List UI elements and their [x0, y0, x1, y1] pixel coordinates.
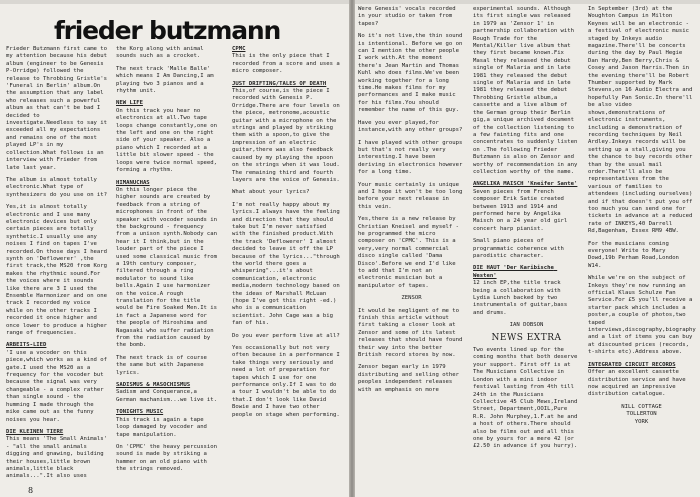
paragraph: It would be negligent of me to finish this article without first taking a closer look at Zensor and some of its latest releases that should have found their way into the better British record stores by now.	[358, 307, 466, 359]
paragraph: In September (3rd) at the Woughton Campus in Milton Keynes will be an electronic - a festival of electronic music staged by Inkeys audio magazine.There'll be concerts during the day by Paul Hegie Dan Hardy,Ben Berry,Chris & Cosey and Jason Harris.Then in the evening there'll be Robert Thumber supported by Mark Stevens,on 16 Audio Electra and hopefully Pan Sonic.In there'll be also video shows,demonstrations of electronic instruments, including a demonstration of recording techniques by Neil Ardley.Inkeys records will be setting up a stall,giving you the chance to buy records other than by the usual mail order.There'll also be representatives from the various of families to attendees (including ourselves) and if that doesn't put you off too much you can send one for tickets in advance at a reduced rate of INKEYS,40 Darrell Rd,Bagenham, Essex RM9 4BW.	[588, 6, 696, 235]
left-column-2	[116, 46, 220, 491]
left-column-1	[6, 46, 110, 491]
paragraph: Do you ever perform live at all?	[232, 332, 340, 339]
paragraph: Have you ever played,for instance,with any other groups?	[358, 119, 463, 134]
section-heading: NEW LIFE	[116, 100, 143, 107]
right-page	[355, 4, 700, 497]
paragraph: The next track 'Malle Balle' which means I Am Dancing,I am playing two 3 pianos and a rhythm unit.	[116, 65, 218, 95]
paragraph: Seven pieces from French composer Erik Satie created between 1913 and 1914 and performed here by Angelika Maisch on a 24 year old girl concert harp pianist.	[473, 188, 571, 232]
paragraph: Yes,it is almost totally electronic and I use many electronic devices but only certain pieces are totally synthetic.I usually use any noises I find on tapes I've recorded.On those days I heard synth on 'Deflowerer' ,the first track,the MS20 from Korg makes the rhythmic sound.For the voices where it sounds like there are 3 I used the Ensemble Harmonizer and on one track I recorded my voice while on the other tracks I recorded it once higher and once lower to produce a higher range of frequencies.	[6, 204, 111, 337]
paragraph: the Korg along with animal sounds such as a crocket.	[116, 46, 207, 60]
paragraph: On this track you hear no electronics at all.Two tape loops change constantly,one on the left and one on the right side of your speaker. Also a piano which I recorded at a little bit slower speed - the loops were twice normal speed, forming a rhythm.	[116, 107, 221, 174]
paragraph: On this longer piece the higher sounds are created by feedback from a string of microphones in front of the speaker with vocoder sounds in the background - frequency from a unison synth.Nobody can hear it I think,but in the louder part of the piece I used some classical music from a 19th century composer, filtered through a ring modulator to sound like bells.Again I use harmonizer on the voice.A rough translation for the title would be Fire Soaked Men.It is in fact a Japanese word for the people of Hiroshima and Nagasaki who suffer radiation from the radiation caused by the bomb.	[116, 186, 221, 349]
section-heading: JUST DRIFTING/TALES OF DEATH	[232, 80, 327, 87]
section-heading: HIMANUCHAS	[116, 179, 150, 186]
paragraph: Yes occasionally but not very often because in a performance I take things very seriously and need a lot of preparation for tapes which I use for one performance only.If I was to do a tour I wouldn't be able to do that.I don't look like David Bowie and I have two other people on stage when performing.	[232, 345, 344, 418]
section-heading: CPMC	[232, 46, 246, 52]
paragraph: On 'CPMC' the heavy percussion sound is made by striking a hammer on an old piano with the strings removed.	[116, 443, 221, 473]
paragraph: Sadism and Conquerance,a German machanism...we live it.	[116, 389, 218, 403]
section-heading: SADISMUS & MASOCHISMUS	[116, 382, 191, 389]
section-heading: ARBEITS-LIED	[6, 342, 47, 349]
paragraph: Yes,there is a new release by Christian Kneisel and myself - he programmed the micro composer on 'CPMC'. This is a very,very normal commercial disco single called 'Dama Disco'.Before we end I'd like to add that I'm not an electronic musician but a manipulator of tapes.	[358, 216, 463, 289]
paragraph: Frieder Butzmann first came to my attention because his debut album (engineer to be Genesis P-Orridge) followed the release to Throbbing Gristle's 'Funeral in Berlin' album.On the assumption that any label who releases such a powerful album as that can't be bad I decided to investigate.Needless to say it exceeded all my expectations and remains one of the most played LP's in my collection.What follows is an interview with Frieder from late last year.	[6, 46, 111, 171]
left-column-3	[232, 46, 342, 491]
news-heading: NEWS EXTRA	[491, 332, 562, 343]
right-column-2	[473, 6, 580, 491]
author-signature: IAN DOBSON	[509, 322, 544, 329]
paragraph: Small piano pieces of programmatic coherence with parodistic character.	[473, 238, 568, 259]
paragraph: While we're on the subject of Inkeys they're now running an official Klaus Schulze Fan Service.For £5 you'll receive a starter pack which includes a poster,a couple of photos,two taped interviews,discography,biography and a list of items you can buy at discounted prices (records, t-shirts etc).Address above.	[588, 275, 700, 356]
section-heading: ANGELIKA MAISCH 'Kneifer Sante'	[473, 181, 578, 188]
paragraph: This track is again a tape loop damaged by vocoder and tape manipulation.	[116, 416, 211, 438]
paragraph: 'I use a vocoder on this piece,which works as a kind of gate.I used the MS20 as a frequency for the vocoder but because the signal was very changeable - a complex rather than single sound - the humming I made through the mike came out as the funny noises you hear.	[6, 349, 111, 423]
paragraph: I have played with other groups but that's not really very interesting.I have been deriving in electronics however for a long time.	[358, 139, 466, 176]
paragraph: experimental sounds. Although its first single was released in 1979 as 'Zensor 1' in partnership collaboration with Rough Trade for the Mental/Killer live album that they first became known.Fix Masal they released the debut single of Malaria and in late 1981 they released the debut single of Malaria and in late 1981 they released the debut Throbbing Gristle album,a cassette and a live album of the German group their Berlin gig,a unique archived document of the collection listening to a few fainting fits and one concentrates to suddenly listen on .The following Frieder Butzmann is also on Zensor and worthy of recommendation in any collection worthy of the name.	[473, 6, 581, 175]
paragraph: No it's not live,the thin sound is intentional. Before we go on can I mention the other people I work with.At the moment there's Jean Martin and Thomas Kuhl who does films.We've been working together for a long time.He makes films for my performances and I make music for his films.You should remember the name of this guy.	[358, 33, 466, 114]
article-title: frieder butzmann	[54, 16, 281, 45]
right-column-1	[358, 6, 465, 491]
paragraph: Were Genesis' vocals recorded in your studio or taken from tapes?	[358, 6, 460, 27]
paragraph: 12 inch EP,the title track being a collaboration with Lydia Lunch backed by two instrumentals of guitar,bass and drums.	[473, 280, 571, 316]
paragraph: This is the only piece that I recorded from a score and uses a micro composer.	[232, 53, 344, 75]
paragraph: For the musicians coming everyone! Write to Mary Dowd,19b Perham Road,London W14.	[588, 240, 683, 269]
paragraph: This means 'The Small Animals' - "all the small animals digging and gnawing, building their houses,little brown animals,little black animals...".It also uses	[6, 436, 111, 480]
paragraph: What about your lyrics?	[232, 189, 310, 196]
section-heading: DIE KLEINEN TIERE	[6, 428, 64, 435]
paragraph: The album is almost totally electronic.What type of synthesizers do you use on it?	[6, 176, 108, 198]
page-number: 8	[28, 486, 34, 495]
section-heading: DIE HAUT 'Der Karibische Westen'	[473, 265, 558, 279]
paragraph: The next track is of course the same but with Japanese lyrics.	[116, 354, 211, 376]
left-page	[0, 4, 349, 497]
address-block: NILL COTTAGE TOLLERTON YORK	[621, 403, 662, 425]
paragraph: This,of course,is the piece I recorded with Genesis P. Orridge.There are four levels on the piece, metronome,acoustic guitar with a microphone on the strings and played by striking them with a spoon,to give the impression of an electric guitar,there was also feedback caused by my playing the spoon on the strings when it was loud. The remaining third and fourth layers are the voice of Genesis.	[232, 88, 344, 183]
paragraph: Your music certainly is unique and I hope it won't be too long before your next release in this vein.	[358, 181, 466, 210]
paragraph: Two events lined up for the coming months that both deserve your support. First off is at The Musicians Collective in London with a mini indoor festival lasting from 4th till 24th in the Musicians Collective 45 Club Mews,Ireland Street, Department,OOIL,Pure R.R. John Murphey,1.F.at he and a host of others.There should also be films out and all this one by yours for a mere 42 (or £2.50 in advance if you hurry).	[473, 347, 581, 450]
paragraph: I'm not really happy about my lyrics.I always have the feeling and direction that they should take but I'm never satisfied with the finished product.With the track 'Deflowerer' I almost decided to leave it off the LP because of the lyrics..."through the world there goes a whispering"...it's about communication, electronic media,modern technology based on the ideas of Marshall McLuan (hope I've got this right -ed.) who is a communication scientist. John Cage was a big fan of his.	[232, 201, 344, 327]
section-heading: INTEGRATED CIRCUIT RECORDS	[588, 361, 676, 368]
paragraph: Zensor began early in 1979 distributing and selling other peoples independent releases with an emphasis on more	[358, 364, 463, 393]
section-heading: TONIGHTS MUSIC	[116, 409, 164, 416]
author-signature: ZENSOR	[401, 295, 422, 302]
paragraph: Offer an excellent cassette distribution service and have now acquired an impressive distribution catalogue.	[588, 369, 690, 398]
right-column-3	[588, 6, 700, 491]
